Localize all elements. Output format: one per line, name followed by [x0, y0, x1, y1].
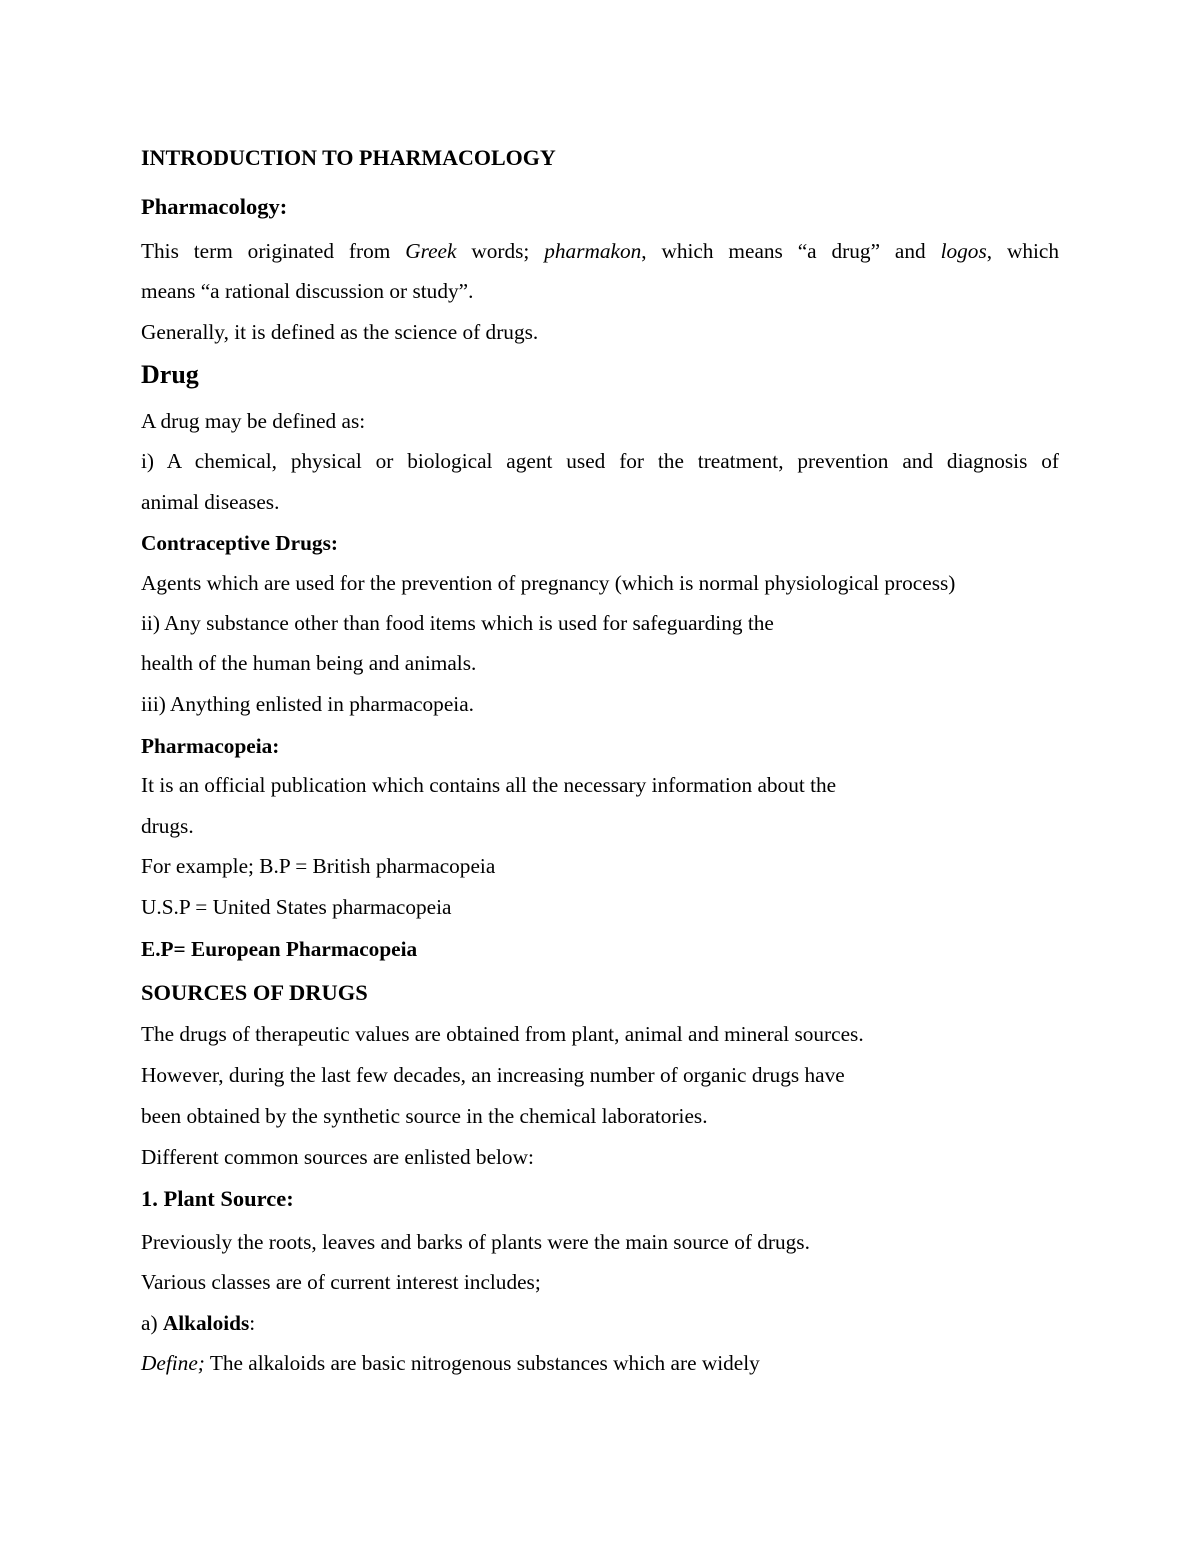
pharmacopeia-line-4: U.S.P = United States pharmacopeia: [141, 895, 452, 919]
sources-line-3: been obtained by the synthetic source in the chemical laboratories.: [141, 1104, 708, 1128]
pharmacopeia-line-2: drugs.: [141, 814, 194, 838]
alkaloids-prefix: a): [141, 1311, 163, 1335]
text-segment: , which: [986, 239, 1060, 263]
drug-line-4: ii) Any substance other than food items which is used for safeguarding the: [141, 611, 774, 635]
pharmacology-line-2: means “a rational discussion or study”.: [141, 279, 474, 303]
drug-line-1: A drug may be defined as:: [141, 409, 366, 433]
drug-line-6: iii) Anything enlisted in pharmacopeia.: [141, 692, 474, 716]
pharmacology-heading: Pharmacology:: [141, 194, 288, 219]
drug-line-2: i) A chemical, physical or biological agent used for the treatment, prevention and diagnosis of: [141, 449, 1059, 473]
sources-heading: SOURCES OF DRUGS: [141, 980, 368, 1005]
alkaloids-label: Alkaloids: [162, 1311, 250, 1335]
contraceptive-line-1: Agents which are used for the prevention of pregnancy (which is normal physiological process): [141, 571, 956, 595]
pharmacology-line-3: Generally, it is defined as the science of drugs.: [141, 320, 539, 344]
define-italic: Define;: [141, 1351, 205, 1375]
plant-line-2: Various classes are of current interest includes;: [141, 1270, 541, 1294]
pharmacopeia-line-1: It is an official publication which contains all the necessary information about the: [141, 773, 837, 797]
plant-source-heading: 1. Plant Source:: [141, 1186, 294, 1211]
document-title: INTRODUCTION TO PHARMACOLOGY: [141, 145, 556, 170]
pharmacology-line-1: [141, 238, 1059, 264]
drug-line-5: health of the human being and animals.: [141, 651, 477, 675]
sources-line-1: The drugs of therapeutic values are obtained from plant, animal and mineral sources.: [141, 1022, 864, 1046]
logos-italic: logos: [940, 239, 987, 263]
define-rest: The alkaloids are basic nitrogenous substances which are widely: [204, 1351, 760, 1375]
pharmacopeia-line-3: For example; B.P = British pharmacopeia: [141, 854, 496, 878]
define-line: [141, 1350, 760, 1376]
text-segment: , which means “a drug” and: [641, 239, 941, 263]
sources-line-2: However, during the last few decades, an increasing number of organic drugs have: [141, 1063, 845, 1087]
drug-heading: Drug: [141, 360, 199, 389]
sources-line-4: Different common sources are enlisted below:: [141, 1145, 534, 1169]
alkaloids-line: [141, 1310, 255, 1336]
text-segment: This term originated from: [141, 239, 406, 263]
alkaloids-suffix: :: [249, 1311, 256, 1335]
plant-line-1: Previously the roots, leaves and barks of plants were the main source of drugs.: [141, 1230, 810, 1254]
pharmacopeia-line-5: E.P= European Pharmacopeia: [141, 937, 418, 961]
greek-italic: Greek: [405, 239, 457, 263]
contraceptive-heading: Contraceptive Drugs:: [141, 531, 338, 555]
drug-line-3: animal diseases.: [141, 490, 280, 514]
pharmakon-italic: pharmakon: [544, 239, 642, 263]
text-segment: words;: [456, 239, 545, 263]
pharmacopeia-heading: Pharmacopeia:: [141, 734, 280, 758]
